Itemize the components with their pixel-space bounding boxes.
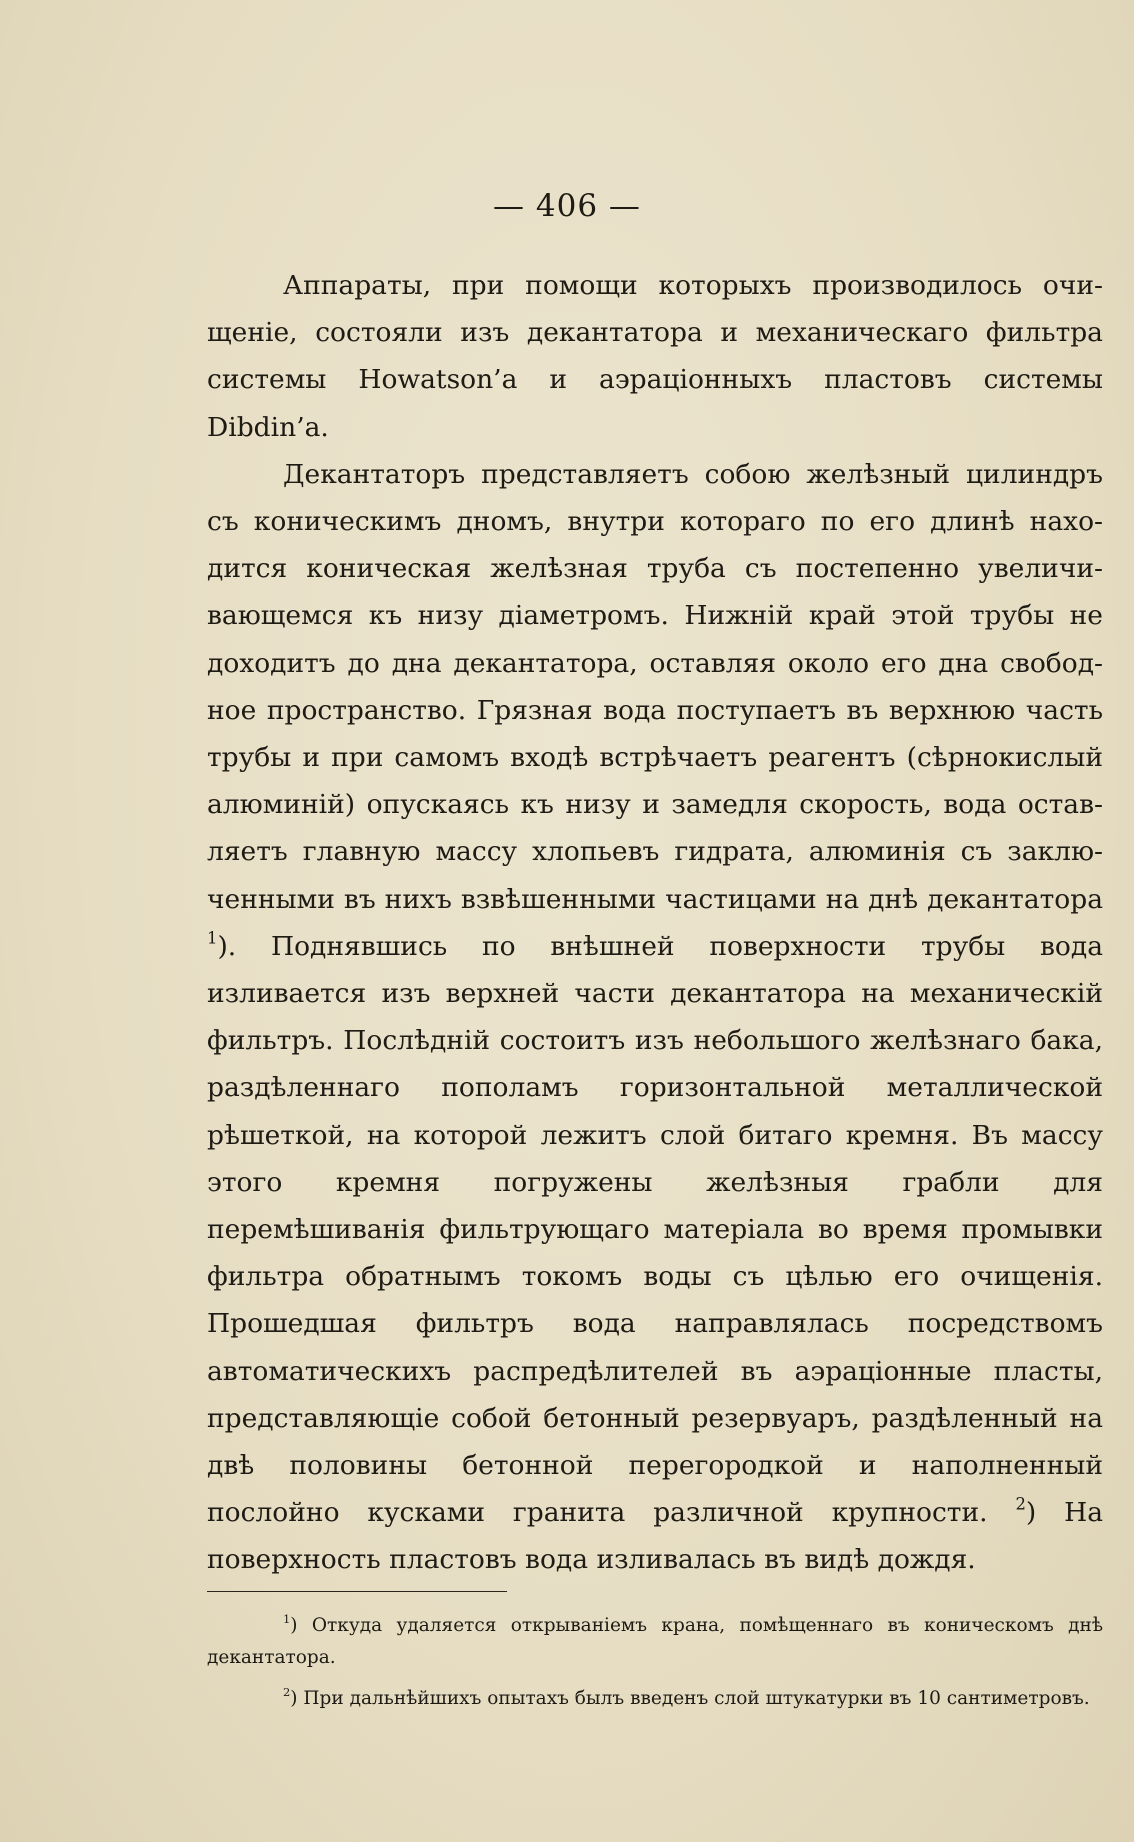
- footnote-divider: [207, 1591, 507, 1592]
- footnotes: [207, 1610, 1103, 1725]
- footnote-1-text: ) Откуда удаляется открываніемъ крана, помѣщеннаго въ коническомъ днѣ декантатора.: [207, 1615, 1103, 1668]
- paragraph-decanter-part-3: ) На поверхность пластовъ вода изливалась въ видѣ дождя.: [207, 1497, 1104, 1576]
- paragraph-apparatus: Аппараты, при помощи которыхъ производилось очищеніе, состояли изъ декантатора и механическаго фильтра системы Howatson’a и аэраціонныхъ пластовъ системы Dibdin’a.: [207, 270, 1103, 443]
- footnote-2-marker: 2: [283, 1684, 291, 1699]
- footnote-1-marker: 1: [283, 1611, 291, 1626]
- main-text: [207, 262, 1103, 1584]
- paragraph-decanter: [207, 451, 1103, 1584]
- footnote-1: [207, 1610, 1103, 1673]
- page-number: — 406 —: [493, 188, 641, 224]
- footnote-2-text: ) При дальнѣйшихъ опытахъ былъ введенъ слой штукатурки въ 10 сантиметровъ.: [290, 1688, 1090, 1709]
- footnote-ref-1: 1: [207, 928, 218, 948]
- paragraph-decanter-part-2: ). Поднявшись по внѣшней поверхности трубы вода изливается изъ верхней части декантатора на механическій фильтръ. Послѣдній состоитъ изъ небольшого желѣзнаго бака, раздѣленнаго пополамъ горизонтальной металлической рѣшеткой, на которой лежитъ слой битаго кремня. Въ массу этого кремня погружены желѣзныя грабли для перемѣшиванія фильтрующаго матеріала во время промывки фильтра обратнымъ токомъ воды съ цѣлью его очищенія. Прошедшая фильтръ вода направлялась посредствомъ автоматическихъ распредѣлителей въ аэраціонные пласты, представляющіе собой бетонный резервуаръ, раздѣленный на двѣ половины бетонной перегородкой и наполненный послойно кусками гранита различной крупности.: [207, 930, 1103, 1529]
- footnote-ref-2: 2: [1015, 1494, 1026, 1514]
- paragraph-decanter-part-1: Декантаторъ представляетъ собою желѣзный цилиндръ съ коническимъ дномъ, внутри котораго по его длинѣ находится коническая желѣзная труба съ постепенно увеличивающемся къ низу діаметромъ. Нижній край этой трубы не доходитъ до дна декантатора, оставляя около его дна свободное пространство. Грязная вода поступаетъ въ верхнюю часть трубы и при самомъ входѣ встрѣчаетъ реагентъ (сѣрнокислый алюминій) опускаясь къ низу и замедля скорость, вода оставляетъ главную массу хлопьевъ гидрата, алюминія съ заключенными въ нихъ взвѣшенными частицами на днѣ декантатора: [207, 458, 1103, 915]
- footnote-2: [207, 1683, 1103, 1715]
